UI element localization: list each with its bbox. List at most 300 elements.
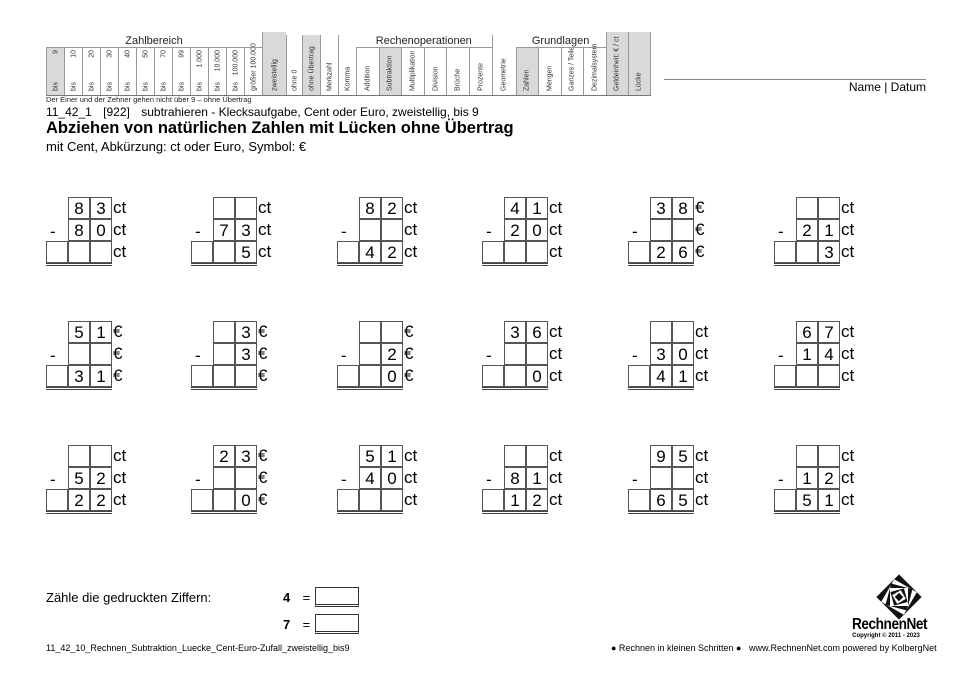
task-description: subtrahieren - Klecksaufgabe, Cent oder Euro, zweistellig, bis 9: [141, 105, 479, 119]
minuend-digit[interactable]: [818, 197, 840, 219]
geldeinheit-col: [606, 32, 628, 95]
result-digit[interactable]: [796, 241, 818, 263]
minus-sign: -: [778, 346, 784, 365]
result-digit[interactable]: [774, 241, 796, 263]
minuend-digit[interactable]: [359, 321, 381, 343]
rechenoperation-col: [379, 48, 402, 95]
unit-label: ct: [841, 242, 855, 261]
unit-label: €: [404, 366, 414, 385]
result-digit[interactable]: [359, 365, 381, 387]
minuend-digit[interactable]: [68, 445, 90, 467]
result-digit: 4: [359, 241, 381, 263]
grid-label: ohne 0: [291, 69, 298, 91]
grid-label: Geldeinheit: € / ct: [613, 36, 621, 91]
unit-label: €: [258, 344, 268, 363]
subtraction-problem: [628, 445, 738, 515]
grundlagen-col: [561, 48, 584, 95]
unit-label: ct: [695, 366, 709, 385]
subtrahend-digit[interactable]: [90, 343, 112, 365]
count-row-7: [283, 617, 310, 632]
subtrahend-digit[interactable]: [235, 467, 257, 489]
extra-col: [262, 32, 286, 95]
result-digit[interactable]: [482, 365, 504, 387]
result-digit[interactable]: [213, 365, 235, 387]
result-double-rule: [337, 387, 403, 390]
minuend-digit: 2: [381, 197, 403, 219]
result-double-rule: [191, 511, 257, 514]
minus-sign: -: [195, 470, 201, 489]
minuend-digit[interactable]: [818, 445, 840, 467]
subtrahend-digit[interactable]: [359, 343, 381, 365]
grid-label: ohne Übertrag: [308, 46, 315, 91]
grid-label: Zahlen: [523, 69, 531, 91]
minuend-digit[interactable]: [90, 445, 112, 467]
unit-label: ct: [404, 468, 418, 487]
unit-label: ct: [549, 242, 563, 261]
grid-label: Prozente: [477, 62, 485, 91]
minuend-digit[interactable]: [526, 445, 548, 467]
subtrahend-digit: 8: [504, 467, 526, 489]
subtraction-problem: [191, 445, 301, 515]
minuend-digit[interactable]: [213, 321, 235, 343]
minuend-digit[interactable]: [796, 197, 818, 219]
subtrahend-digit[interactable]: [672, 467, 694, 489]
subtrahend-digit: 4: [359, 467, 381, 489]
unit-label: ct: [841, 198, 855, 217]
minuend-digit: 1: [90, 321, 112, 343]
unit-label: ct: [113, 468, 127, 487]
result-digit: 2: [90, 489, 112, 511]
minus-sign: -: [486, 346, 492, 365]
result-digit[interactable]: [337, 241, 359, 263]
result-digit[interactable]: [796, 365, 818, 387]
grid-label: Addition: [364, 65, 372, 91]
unit-label: ct: [549, 220, 563, 239]
minus-sign: -: [50, 346, 56, 365]
minus-sign: -: [50, 222, 56, 241]
result-digit[interactable]: [482, 489, 504, 511]
result-double-rule: [46, 387, 112, 390]
subtrahend-digit[interactable]: [672, 219, 694, 241]
minuend-digit[interactable]: [796, 445, 818, 467]
minuend-digit: 2: [213, 445, 235, 467]
rechnennet-logo: [846, 574, 926, 642]
result-digit[interactable]: [628, 489, 650, 511]
footer-filename: 11_42_10_Rechnen_Subtraktion_Luecke_Cent-Euro-Zufall_zweistellig_bis9: [46, 643, 350, 653]
result-double-rule: [46, 263, 112, 266]
zahlbereich-col: [100, 48, 118, 95]
zahlbereich-col: [244, 43, 262, 95]
subtraction-problem: [482, 197, 592, 267]
result-digit[interactable]: [482, 241, 504, 263]
unit-label: ct: [404, 220, 418, 239]
minuend-digit: 1: [381, 445, 403, 467]
subtraction-problem: [774, 197, 884, 267]
result-double-rule: [191, 263, 257, 266]
minuend-digit: 9: [650, 445, 672, 467]
zahlbereich-value: 50: [142, 50, 149, 58]
zahlbereich-bis: bis: [196, 82, 203, 91]
subtrahend-digit: 0: [672, 343, 694, 365]
unit-label: €: [404, 344, 414, 363]
minuend-digit[interactable]: [235, 197, 257, 219]
unit-label: €: [695, 198, 705, 217]
unit-label: ct: [549, 468, 563, 487]
unit-label: ct: [258, 198, 272, 217]
group-title-grundlagen: Grundlagen: [516, 35, 606, 48]
minus-sign: -: [195, 222, 201, 241]
subtrahend-digit: 2: [504, 219, 526, 241]
count-row-4: [283, 590, 310, 605]
grid-label: Division: [432, 66, 440, 91]
count-digits-label: Zähle die gedruckten Ziffern:: [46, 590, 212, 605]
result-digit[interactable]: [46, 241, 68, 263]
name-date-label: Name | Datum: [848, 80, 926, 94]
zahlbereich-bis: bis: [52, 82, 59, 91]
result-digit[interactable]: [90, 241, 112, 263]
subtrahend-digit: 2: [796, 219, 818, 241]
minuend-digit: 5: [359, 445, 381, 467]
subtrahend-digit: 1: [796, 467, 818, 489]
minus-sign: -: [632, 470, 638, 489]
result-digit[interactable]: [774, 365, 796, 387]
group-title-zahlbereich: Zahlbereich: [46, 35, 262, 48]
result-digit: 2: [68, 489, 90, 511]
unit-label: ct: [113, 446, 127, 465]
grid-label: Lücke: [635, 72, 643, 91]
result-digit[interactable]: [504, 241, 526, 263]
result-double-rule: [628, 511, 694, 514]
result-double-rule: [482, 511, 548, 514]
result-double-rule: [482, 263, 548, 266]
result-digit: 1: [90, 365, 112, 387]
subtrahend-digit[interactable]: [526, 343, 548, 365]
unit-label: ct: [841, 446, 855, 465]
minuend-digit[interactable]: [650, 321, 672, 343]
subtraction-problem: [46, 321, 156, 391]
minuend-digit: 5: [68, 321, 90, 343]
minuend-digit: 5: [672, 445, 694, 467]
zahlbereich-bis: größer 100.000: [250, 43, 257, 91]
minuend-digit: 8: [68, 197, 90, 219]
unit-label: €: [113, 366, 123, 385]
result-digit[interactable]: [774, 489, 796, 511]
minus-sign: -: [341, 470, 347, 489]
result-digit[interactable]: [191, 489, 213, 511]
result-digit[interactable]: [628, 241, 650, 263]
result-digit: 1: [672, 365, 694, 387]
minuend-digit: 6: [526, 321, 548, 343]
extra-col: [286, 35, 302, 95]
rechenoperation-col: [469, 48, 492, 95]
minuend-digit: 3: [235, 321, 257, 343]
zahlbereich-bis: bis: [88, 82, 95, 91]
minuend-digit: 3: [90, 197, 112, 219]
unit-label: ct: [549, 344, 563, 363]
result-digit: 1: [818, 489, 840, 511]
result-digit: 3: [818, 241, 840, 263]
minuend-digit: 4: [504, 197, 526, 219]
minuend-digit: 6: [796, 321, 818, 343]
result-double-rule: [774, 511, 840, 514]
subtrahend-digit[interactable]: [68, 343, 90, 365]
subtrahend-digit: 2: [90, 467, 112, 489]
zahlbereich-col: [136, 48, 154, 95]
result-digit[interactable]: [526, 241, 548, 263]
minuend-digit: 3: [504, 321, 526, 343]
unit-label: ct: [258, 220, 272, 239]
rechenoperation-col: [446, 48, 469, 95]
subtraction-problem: [628, 321, 738, 391]
result-digit: 5: [235, 241, 257, 263]
subtraction-problem: [482, 321, 592, 391]
minuend-digit: 7: [818, 321, 840, 343]
zahlbereich-value: 70: [160, 50, 167, 58]
rechenoperation-col: [356, 48, 379, 95]
zahlbereich-col: [208, 48, 226, 95]
subtrahend-digit[interactable]: [359, 219, 381, 241]
subtrahend-digit: 3: [235, 219, 257, 241]
unit-label: ct: [549, 490, 563, 509]
extra-col: [320, 35, 338, 95]
grundlagen-col: [516, 48, 539, 95]
minuend-digit: 3: [235, 445, 257, 467]
unit-label: €: [258, 446, 268, 465]
zahlbereich-value: 30: [106, 50, 113, 58]
result-digit[interactable]: [359, 489, 381, 511]
grid-label: Ganzes / Teile: [568, 46, 576, 91]
subtrahend-digit: 7: [213, 219, 235, 241]
minus-sign: -: [632, 346, 638, 365]
unit-label: ct: [113, 220, 127, 239]
result-digit[interactable]: [381, 489, 403, 511]
result-digit: 3: [68, 365, 90, 387]
result-digit[interactable]: [628, 365, 650, 387]
minuend-digit[interactable]: [672, 321, 694, 343]
result-digit[interactable]: [337, 365, 359, 387]
zahlbereich-bis: bis: [232, 82, 239, 91]
count-digit: 4: [283, 590, 291, 605]
subtrahend-digit[interactable]: [381, 219, 403, 241]
minuend-digit: 1: [526, 197, 548, 219]
subtrahend-digit: 3: [235, 343, 257, 365]
subtrahend-digit[interactable]: [650, 219, 672, 241]
minus-sign: -: [486, 470, 492, 489]
zahlbereich-col: [46, 48, 64, 95]
zahlbereich-bis: bis: [178, 82, 185, 91]
task-id: 11_42_1: [46, 105, 92, 119]
zahlbereich-col: [82, 48, 100, 95]
zahlbereich-bis: bis: [160, 82, 167, 91]
subtrahend-digit: 2: [818, 467, 840, 489]
minus-sign: -: [341, 222, 347, 241]
footer-site: www.RechnenNet.com powered by KolbergNet: [749, 643, 937, 653]
result-digit: 6: [650, 489, 672, 511]
result-digit[interactable]: [504, 365, 526, 387]
zahlbereich-value: 99: [178, 50, 185, 58]
unit-label: ct: [695, 490, 709, 509]
subtrahend-digit: 0: [90, 219, 112, 241]
zahlbereich-value: 10: [70, 50, 77, 58]
unit-label: ct: [695, 322, 709, 341]
unit-label: €: [113, 322, 123, 341]
page-title: Abziehen von natürlichen Zahlen mit Lücken ohne Übertrag: [46, 119, 514, 137]
unit-label: €: [695, 220, 705, 239]
subtrahend-digit[interactable]: [213, 467, 235, 489]
footer-slogan: ● Rechnen in kleinen Schritten ●: [611, 643, 742, 653]
subtraction-problem: [46, 197, 156, 267]
unit-label: €: [258, 366, 268, 385]
task-number: [922]: [103, 105, 130, 119]
group-title-rechenoperationen: Rechenoperationen: [356, 35, 492, 48]
minuend-digit[interactable]: [504, 445, 526, 467]
subtraction-problem: [774, 321, 884, 391]
result-double-rule: [774, 263, 840, 266]
result-double-rule: [774, 387, 840, 390]
count-answer-box-7[interactable]: [315, 614, 359, 634]
grundlagen-col: [538, 48, 561, 95]
result-double-rule: [46, 511, 112, 514]
zahlbereich-value: 9: [52, 50, 59, 54]
result-digit[interactable]: [213, 489, 235, 511]
subtrahend-digit: 2: [381, 343, 403, 365]
unit-label: €: [258, 490, 268, 509]
unit-label: ct: [841, 322, 855, 341]
subtraction-problem: [774, 445, 884, 515]
result-digit[interactable]: [337, 489, 359, 511]
grid-label: Brüche: [454, 68, 462, 91]
zahlbereich-col: [118, 48, 136, 95]
count-digit: 7: [283, 617, 291, 632]
unit-label: ct: [841, 366, 855, 385]
result-double-rule: [628, 263, 694, 266]
unit-label: ct: [695, 446, 709, 465]
subtraction-problem: [482, 445, 592, 515]
minus-sign: -: [50, 470, 56, 489]
unit-label: ct: [113, 198, 127, 217]
result-digit[interactable]: [46, 365, 68, 387]
minuend-digit: 3: [650, 197, 672, 219]
zahlbereich-bis: bis: [106, 82, 113, 91]
rechenoperation-col: [424, 48, 447, 95]
result-digit[interactable]: [191, 365, 213, 387]
subtrahend-digit[interactable]: [213, 343, 235, 365]
minus-sign: -: [195, 346, 201, 365]
zahlbereich-value: 40: [124, 50, 131, 58]
result-digit: 0: [526, 365, 548, 387]
zahlbereich-value: 1.000: [196, 50, 203, 68]
grid-label: Geometrie: [500, 58, 508, 91]
unit-label: €: [113, 344, 123, 363]
unit-label: ct: [549, 366, 563, 385]
subtrahend-digit: 1: [818, 219, 840, 241]
subtraction-problem: [191, 321, 301, 391]
grid-label: zweistellig: [271, 59, 278, 91]
minus-sign: -: [341, 346, 347, 365]
subtrahend-digit: 1: [526, 467, 548, 489]
minus-sign: -: [778, 470, 784, 489]
unit-label: ct: [404, 446, 418, 465]
result-digit: 2: [381, 241, 403, 263]
result-digit: 2: [526, 489, 548, 511]
grid-label: Subtraktion: [386, 55, 394, 91]
subtrahend-digit[interactable]: [504, 343, 526, 365]
zahlbereich-bis: bis: [142, 82, 149, 91]
zahlbereich-value: 100.000: [232, 50, 239, 76]
unit-label: €: [258, 322, 268, 341]
result-digit[interactable]: [818, 365, 840, 387]
result-digit: 0: [381, 365, 403, 387]
result-digit[interactable]: [46, 489, 68, 511]
unit-label: ct: [841, 490, 855, 509]
subtrahend-digit: 3: [650, 343, 672, 365]
zahlbereich-value: 20: [88, 50, 95, 58]
zahlbereich-bis: bis: [124, 82, 131, 91]
spiral-logo-icon: [876, 574, 922, 620]
unit-label: €: [404, 322, 414, 341]
subtraction-problem: [191, 197, 301, 267]
zahlbereich-col: [64, 48, 82, 95]
result-double-rule: [337, 511, 403, 514]
unit-label: ct: [549, 446, 563, 465]
subtraction-problem: [337, 321, 447, 391]
minuend-digit: 8: [359, 197, 381, 219]
subtrahend-digit[interactable]: [650, 467, 672, 489]
subtrahend-digit: 5: [68, 467, 90, 489]
result-double-rule: [191, 387, 257, 390]
unit-label: ct: [113, 242, 127, 261]
subtraction-problem: [337, 445, 447, 515]
minus-sign: -: [486, 222, 492, 241]
logo-copyright: Copyright © 2011 - 2023: [852, 633, 920, 639]
grid-label: Dezimalsystem: [591, 43, 599, 91]
unit-label: ct: [113, 490, 127, 509]
subtrahend-digit: 8: [68, 219, 90, 241]
equals-sign: =: [302, 590, 311, 605]
subtrahend-digit: 4: [818, 343, 840, 365]
subtraction-problem: [337, 197, 447, 267]
minuend-digit[interactable]: [381, 321, 403, 343]
result-digit[interactable]: [235, 365, 257, 387]
equals-sign: =: [302, 617, 311, 632]
minuend-digit[interactable]: [213, 197, 235, 219]
result-digit: 5: [796, 489, 818, 511]
page-subtitle: mit Cent, Abkürzung: ct oder Euro, Symbol: €: [46, 139, 307, 154]
result-digit: 4: [650, 365, 672, 387]
zahlbereich-value: 10.000: [214, 50, 221, 72]
result-digit[interactable]: [68, 241, 90, 263]
task-code-line: [46, 105, 487, 119]
result-digit: 0: [235, 489, 257, 511]
result-double-rule: [337, 263, 403, 266]
subtrahend-digit: 0: [526, 219, 548, 241]
grid-label: Merkzahl: [326, 62, 333, 91]
geometrie-col: [492, 35, 516, 95]
unit-label: ct: [549, 198, 563, 217]
subtrahend-digit: 0: [381, 467, 403, 489]
task-note: Der Einer und der Zehner gehen nicht über 9 – ohne Übertrag: [46, 95, 252, 104]
result-digit[interactable]: [191, 241, 213, 263]
subtrahend-digit: 1: [796, 343, 818, 365]
grid-label: Mengen: [546, 65, 554, 91]
count-answer-box-4[interactable]: [315, 587, 359, 607]
minus-sign: -: [632, 222, 638, 241]
result-digit[interactable]: [213, 241, 235, 263]
result-double-rule: [628, 387, 694, 390]
minuend-digit: 8: [672, 197, 694, 219]
unit-label: ct: [404, 242, 418, 261]
subtraction-problem: [628, 197, 738, 267]
